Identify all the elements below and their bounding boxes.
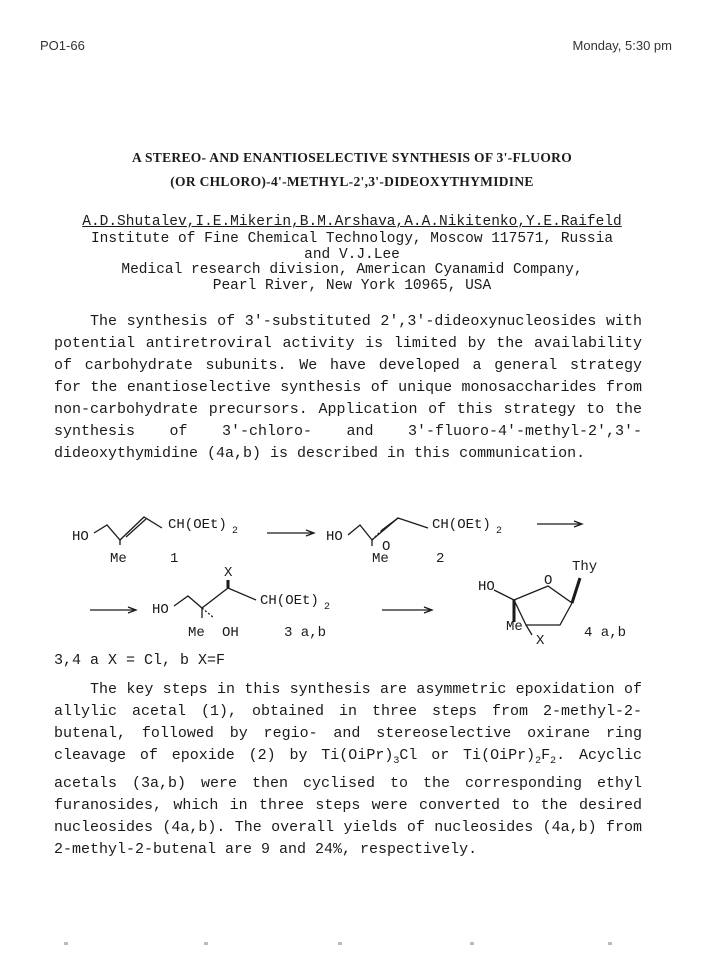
compound-label-3: 3 a,b [284,625,327,641]
thymine-label: Thy [572,559,598,575]
epoxide-o-label: O [382,539,391,555]
acetal-label-3: CH(OEt) [260,593,319,609]
ho-label-3: HO [152,602,169,618]
x-label-4: X [536,633,545,649]
ho-label-4: HO [478,579,495,595]
scan-mark [204,942,208,945]
acetal-sub-3: 2 [324,602,331,613]
hydroxyl-label-3: OH [222,625,239,641]
methyl-label-2: Me [372,551,389,567]
document-code: PO1-66 [40,38,85,53]
ho-label-2: HO [326,529,343,545]
methyl-label-1: Me [110,551,127,567]
title-line-1: A STEREO- AND ENANTIOSELECTIVE SYNTHESIS OF 3'-FLUORO [132,150,572,165]
scan-mark [608,942,612,945]
x-label-3: X [224,565,233,581]
compound-label-2: 2 [436,551,445,567]
methyl-label-3: Me [188,625,205,641]
compound-1-skeleton [94,517,162,540]
title-line-2: (OR CHLORO)-4'-METHYL-2',3'-DIDEOXYTHYMIDINE [170,174,534,189]
affiliation-2-address: Pearl River, New York 10965, USA [212,278,492,294]
scan-mark [470,942,474,945]
paragraph-2-text: The key steps in this synthesis are asymmetric epoxidation of allylic acetal (1), obtained in three steps from 2-methyl-2-butenal, followed by regio- and stereoselective oxirane ring cleavage of epoxide (2) by $Ti(OiPr)_3Cl$ or $Ti(OiPr)_2F_2$. Acyclic acetals (3a,b) were then cyclised to the corresponding ethyl furanosides, which in three steps were converted to the desired nucleosides (4a,b). The overall yields of nucleosides (4a,b) from 2-methyl-2-butenal are 9 and 24%, respectively. [54,681,642,858]
methyl-label-4: Me [506,619,523,635]
compound-label-1: 1 [170,551,179,567]
compound-2-skeleton [348,518,428,540]
abstract-paragraph-1 [54,311,642,465]
acetal-sub-2: 2 [496,526,503,537]
affiliation-2: Medical research division, American Cyanamid Company, [121,262,583,278]
abstract-paragraph-2 [54,679,642,861]
ho-label-1: HO [72,529,89,545]
ring-o-label: O [544,573,553,589]
scan-mark [64,942,68,945]
authors-extra: and V.J.Lee [304,247,400,263]
compound-3-skeleton [174,588,256,608]
substituent-caption: 3,4 a X = Cl, b X=F [54,652,226,669]
acetal-label-1: CH(OEt) [168,517,227,533]
compound-label-4: 4 a,b [584,625,627,641]
affiliation-1: Institute of Fine Chemical Technology, Moscow 117571, Russia [90,231,614,247]
acetal-sub-1: 2 [232,526,239,537]
paragraph-1-text: The synthesis of 3'-substituted 2',3'-dideoxynucleosides with potential antiretroviral activity is limited by the availability of carbohydrate subunits. We have developed a general strategy for the enantioselective synthesis of unique monosaccharides from non-carbohydrate precursors. Application of this strategy to the synthesis of 3'-chloro- and 3'-fluoro-4'-methyl-2',3'-dideoxythymidine (4a,b) is described in this communication. [54,313,642,462]
reaction-scheme [52,500,652,650]
acetal-label-2: CH(OEt) [432,517,491,533]
scan-mark [338,942,342,945]
session-time: Monday, 5:30 pm [572,38,672,53]
authors-list: A.D.Shutalev,I.E.Mikerin,B.M.Arshava,A.A.Nikitenko,Y.E.Raifeld [82,214,622,230]
